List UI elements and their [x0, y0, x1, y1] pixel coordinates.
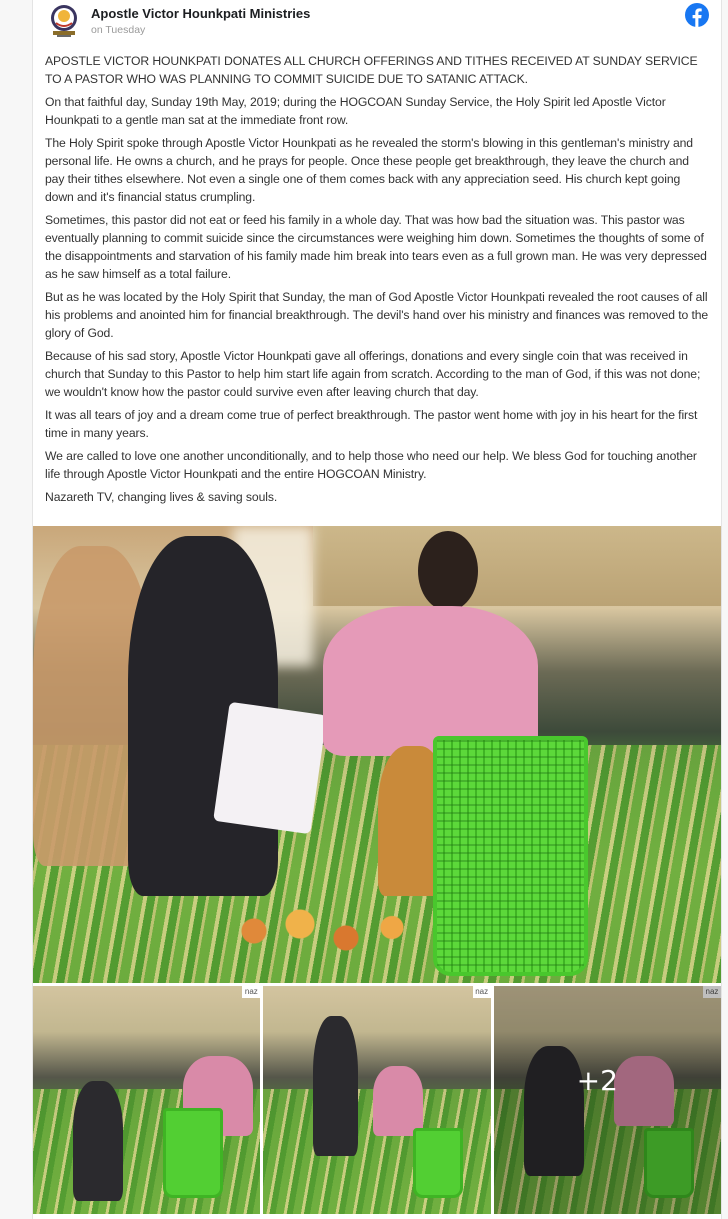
facebook-icon[interactable]: [685, 3, 709, 27]
post-header: [33, 0, 721, 44]
post-timestamp[interactable]: on Tuesday: [91, 24, 146, 36]
post-paragraph: On that faithful day, Sunday 19th May, 2019; during the HOGCOAN Sunday Service, the Holy Spirit led Apostle Victor Hounkpati to a gentle man sat at the immediate front row.: [45, 95, 666, 127]
thumbnail-photo-2[interactable]: [263, 986, 490, 1214]
facebook-post-card: [32, 0, 722, 1219]
photo-scattered-offerings: [208, 896, 438, 966]
post-paragraph: It was all tears of joy and a dream come true of perfect breakthrough. The pastor went home with joy in his heart for the first time in many years.: [45, 408, 698, 440]
post-headline: APOSTLE VICTOR HOUNKPATI DONATES ALL CHURCH OFFERINGS AND TITHES RECEIVED AT SUNDAY SERVICE TO A PASTOR WHO WAS PLANNING TO COMMIT SUICIDE DUE TO SATANIC ATTACK.: [45, 54, 698, 86]
post-signature: Nazareth TV, changing lives & saving souls.: [45, 490, 278, 504]
photo-thumbnails: [33, 986, 721, 1214]
more-photos-count: +2: [576, 1063, 618, 1097]
main-photo[interactable]: [33, 526, 721, 983]
thumbnail-photo-1[interactable]: [33, 986, 260, 1214]
watermark-logo: naz: [473, 986, 491, 998]
post-paragraph: Sometimes, this pastor did not eat or feed his family in a whole day. That was how bad the situation was. This pastor was eventually planning to commit suicide since the circumstances were weighing him down. Sometimes the thoughts of some of the disappointments and starvation of his family made him break into tears even as a full grown man. He was very depressed as he saw himself as a total failure.: [45, 213, 707, 281]
page-name-link[interactable]: Apostle Victor Hounkpati Ministries: [91, 6, 311, 21]
post-paragraph: But as he was located by the Holy Spirit that Sunday, the man of God Apostle Victor Hounkpati revealed the root causes of all his problems and anointed him for financial breakthrough. The devil's hand over his ministry and finances was removed to the glory of God.: [45, 290, 709, 340]
photo-ceiling: [313, 526, 721, 606]
post-paragraph: Because of his sad story, Apostle Victor Hounkpati gave all offerings, donations and every single coin that was received in church that Sunday to this Pastor to help him start life again from scratch. According to the man of God, if this was not done; we wouldn't know how the pastor could survive even after leaving church that day.: [45, 349, 701, 399]
photo-offering-bag: [213, 702, 327, 834]
watermark-logo: naz: [242, 986, 260, 998]
post-paragraph: We are called to love one another unconditionally, and to help those who need our help. We bless God for touching another life through Apostle Victor Hounkpati and the entire HOGCOAN Ministry.: [45, 449, 697, 481]
thumbnail-photo-3[interactable]: [494, 986, 721, 1214]
post-paragraph: The Holy Spirit spoke through Apostle Victor Hounkpati as he revealed the storm's blowing in this gentleman's ministry and personal life. He owns a church, and he prays for people. Once these people get breakthrough, they leave the church and pay their tithes elsewhere. Not even a single one of them comes back with any appreciation seed. His church kept going down and it's financial status crumpling.: [45, 136, 693, 204]
page-avatar[interactable]: [47, 3, 81, 39]
more-photos-overlay[interactable]: [494, 986, 721, 1214]
post-body: [33, 44, 721, 506]
watermark-logo: naz: [703, 986, 721, 998]
ministry-logo-icon: [47, 3, 81, 39]
photo-person-apostle-shirt: [323, 606, 538, 756]
photo-person-apostle-head: [418, 531, 478, 611]
photo-green-basket: [433, 736, 588, 976]
